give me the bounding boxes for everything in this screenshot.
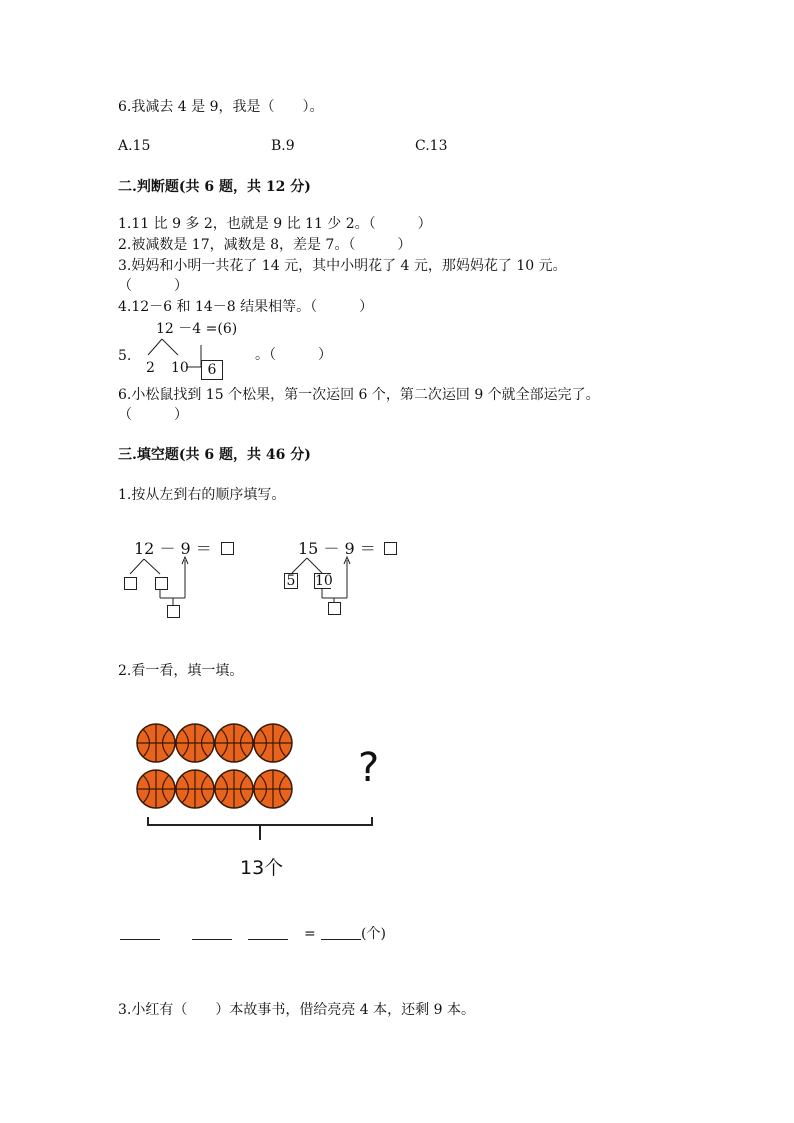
- diagram1-equation: 12 － 9 ＝: [134, 539, 212, 558]
- basketball-icon: [215, 724, 253, 762]
- fill-question-3: 3.小红有（ ）本故事书，借给亮亮 4 本，还剩 9 本。: [118, 1002, 475, 1018]
- blank-answer[interactable]: [321, 939, 361, 940]
- judge-question-6: 6.小松鼠找到 15 个松果，第一次运回 6 个，第二次运回 9 个就全部运完了。: [118, 387, 600, 403]
- basketball-icon: [137, 724, 175, 762]
- blank-1[interactable]: [120, 939, 160, 940]
- judge-question-2: 2.被减数是 17，减数是 8，差是 7。（ ）: [118, 237, 412, 253]
- option-a[interactable]: A.15: [118, 138, 151, 154]
- basketball-icon: [176, 724, 214, 762]
- fill-question-1: 1.按从左到右的顺序填写。: [118, 487, 286, 503]
- diagram2-equation: 15 － 9 ＝: [298, 539, 376, 558]
- basketball-icon: [254, 770, 292, 808]
- judge-question-5-box: 6: [201, 360, 223, 380]
- diagram2-left-box: 5: [284, 573, 298, 589]
- blank-equals: =: [304, 926, 316, 942]
- basketball-icon: [176, 770, 214, 808]
- judge-question-3-answer[interactable]: （ ）: [118, 278, 188, 294]
- diagram2-right-box: 10: [315, 573, 333, 589]
- judge-question-3: 3.妈妈和小明一共花了 14 元，其中小明花了 4 元，那妈妈花了 10 元。: [118, 258, 567, 274]
- section-heading-judgement: 二.判断题(共 6 题，共 12 分): [118, 179, 311, 195]
- judge-question-6-answer[interactable]: （ ）: [118, 407, 188, 423]
- judge-question-5-number: 5.: [118, 348, 132, 364]
- blank-2[interactable]: [192, 939, 232, 940]
- total-label: 13个: [240, 857, 284, 879]
- judge-question-4: 4.12－6 和 14－8 结果相等。（ ）: [118, 299, 374, 315]
- judge-question-5-equation: 12 －4 =(6): [156, 321, 238, 337]
- fill-question-2: 2.看一看，填一填。: [118, 663, 244, 679]
- judge-question-5-answer[interactable]: 。（ ）: [255, 347, 332, 363]
- basketball-icon: [215, 770, 253, 808]
- option-c[interactable]: C.13: [415, 138, 448, 154]
- section-heading-fill: 三.填空题(共 6 题，共 46 分): [118, 447, 311, 463]
- judge-question-5-right-part: 10: [171, 360, 189, 376]
- judge-question-5-left-part: 2: [146, 360, 155, 376]
- option-b[interactable]: B.9: [271, 138, 295, 154]
- question-mark: ?: [358, 745, 380, 791]
- blank-unit: (个): [361, 926, 386, 942]
- judge-question-1: 1.11 比 9 多 2，也就是 9 比 11 少 2。（ ）: [118, 216, 432, 232]
- total-brace: [148, 817, 372, 840]
- blank-3[interactable]: [248, 939, 288, 940]
- basketball-icon: [254, 724, 292, 762]
- question-6: 6.我减去 4 是 9，我是（ ）。: [118, 99, 324, 115]
- basketball-icon: [137, 770, 175, 808]
